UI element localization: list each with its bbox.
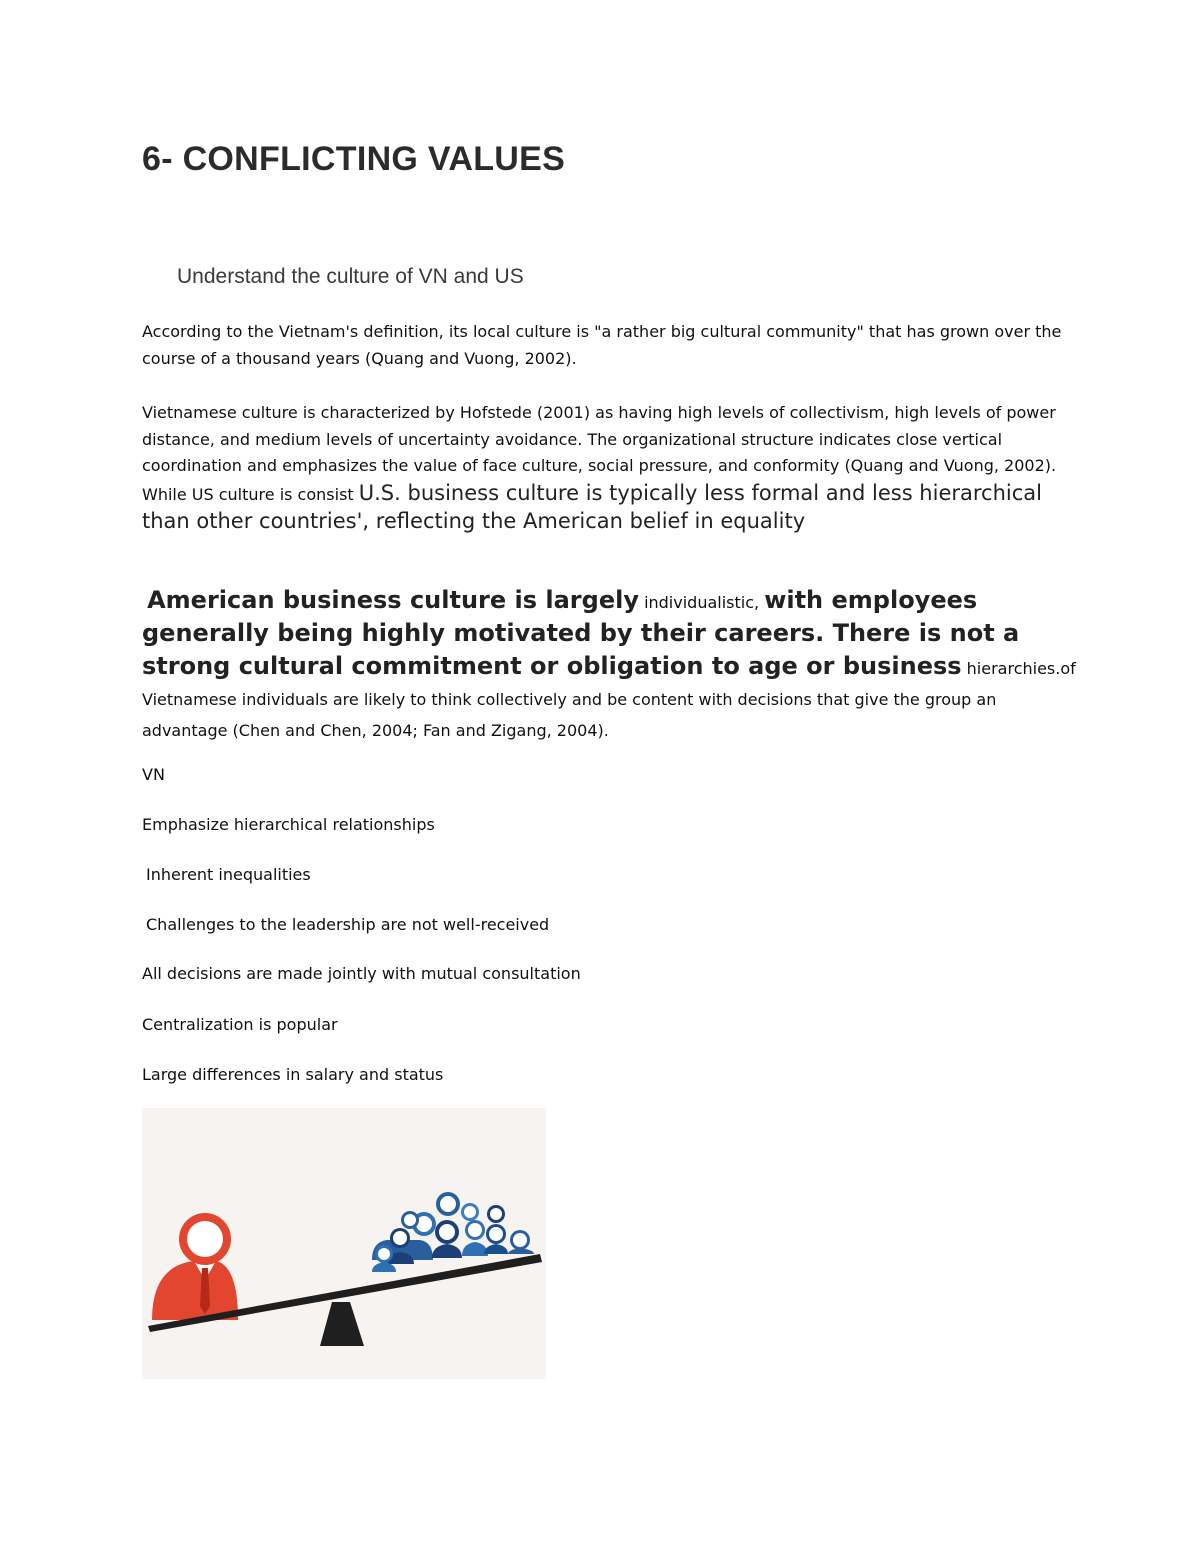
- paragraph-hofstede-text: Vietnamese culture is characterized by Hofstede (2001) as having high levels of collectivism, high levels of power distance, and medium levels of uncertainty avoidance. The organizational structure indicates close vertical coordination and emphasizes the value of face culture, social pressure, and conformity (Quang and Vuong, 2002). While US culture is consist: [142, 403, 1057, 504]
- individualistic-word: individualistic,: [644, 593, 760, 612]
- subheading: Understand the culture of VN and US: [177, 265, 524, 288]
- vn-item-leadership: Challenges to the leadership are not well-received: [146, 915, 550, 934]
- american-culture-continuation: with employees generally being highly motivated by their careers. There is not a strong cultural commitment or obligation to age or business: [142, 586, 1020, 680]
- vietnamese-collective-text: hierarchies.of Vietnamese individuals are likely to think collectively and be content with decisions that give the group an advantage (Chen and Chen, 2004; Fan and Zigang, 2004).: [142, 659, 1076, 740]
- paragraph-american-business: [142, 585, 1082, 746]
- vn-label: VN: [142, 765, 165, 784]
- leader-figure-icon: [152, 1213, 238, 1320]
- vn-item-hierarchical: Emphasize hierarchical relationships: [142, 815, 435, 834]
- seesaw-illustration-svg: [142, 1108, 546, 1379]
- vn-item-salary: Large differences in salary and status: [142, 1065, 444, 1084]
- vn-item-centralization: Centralization is popular: [142, 1015, 338, 1034]
- seesaw-illustration: [142, 1108, 546, 1379]
- paragraph-hofstede: [142, 400, 1062, 537]
- vn-item-inequalities: Inherent inequalities: [146, 865, 311, 884]
- paragraph-vietnam-definition: According to the Vietnam's definition, its local culture is "a rather big cultural community" that has grown over the course of a thousand years (Quang and Vuong, 2002).: [142, 322, 1062, 368]
- vn-item-decisions: All decisions are made jointly with mutual consultation: [142, 964, 581, 983]
- us-culture-quote: U.S. business culture is typically less formal and less hierarchical than other countries', reflecting the American belief in equality: [142, 480, 1042, 533]
- fulcrum-icon: [320, 1302, 364, 1346]
- american-culture-lead: American business culture is largely: [147, 586, 639, 614]
- section-heading: 6- CONFLICTING VALUES: [142, 140, 566, 178]
